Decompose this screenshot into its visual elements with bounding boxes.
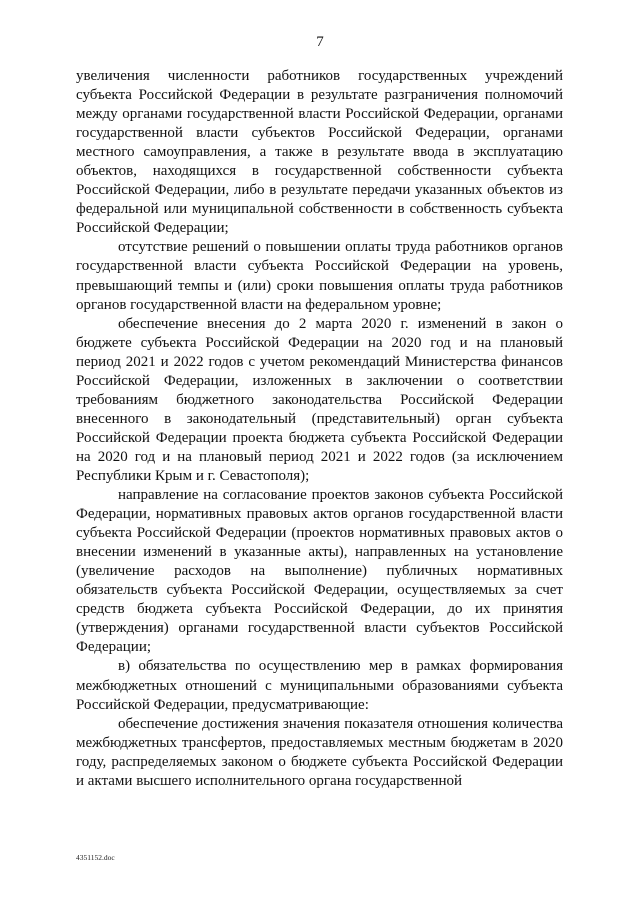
paragraph-subject-employees: увеличения численности работников государственных учреждений субъекта Российской Федерации в результате разграничения полномочий между органами государственной власти Российской Федерации, органами государственной власти субъектов Российской Федерации, органами местного самоуправления, а также в результате ввода в эксплуатацию объектов, находящихся в государственной собственности субъекта Российской Федерации, либо в результате передачи указанных объектов из федеральной или муниципальной собственности в собственность субъекта Российской Федерации; (76, 68, 563, 237)
paragraph-transfers-indicator: обеспечение достижения значения показателя отношения количества межбюджетных трансфертов, предоставляемых местным бюджетам в 2020 году, распределяемых законом о бюджете субъекта Российской Федерации и актами высшего исполнительного органа государственной (76, 715, 563, 789)
paragraph-budget-law-amendments: обеспечение внесения до 2 марта 2020 г. изменений в закон о бюджете субъекта Российской Федерации на 2020 год и на плановый период 2021 и 2022 годов с учетом рекомендаций Министерства финансов Российской Федерации, изложенных в заключении о соответствии требованиям бюджетного законодательства Российской Федерации внесенного в законодательный (представительный) орган субъекта Российской Федерации проекта бюджета субъекта Российской Федерации на 2020 год и на плановый период 2021 и 2022 годов (за исключением Республики Крым и г. Севастополя); (76, 315, 563, 484)
page-number: 7 (316, 34, 324, 50)
document-body (76, 67, 563, 791)
paragraph-draft-laws-approval: направление на согласование проектов законов субъекта Российской Федерации, нормативных правовых актов органов государственной власти субъекта Российской Федерации (проектов нормативных правовых актов о внесении изменений в указанные акты), направленных на установление (увеличение расходов на выполнение) публичных нормативных обязательств субъекта Российской Федерации, осуществляемых за счет средств бюджета субъекта Российской Федерации, до их принятия (утверждения) органами государственной власти субъектов Российской Федерации; (76, 487, 563, 656)
paragraph-interbudget-obligations: в) обязательства по осуществлению мер в рамках формирования межбюджетных отношений с муниципальными образованиями субъекта Российской Федерации, предусматривающие: (76, 658, 563, 713)
paragraph-salary-decisions: отсутствие решений о повышении оплаты труда работников органов государственной власти субъекта Российской Федерации на уровень, превышающий темпы и (или) сроки повышения оплаты труда работников органов государственной власти на федеральном уровне; (76, 239, 563, 313)
footer-filename: 4351152.doc (76, 853, 115, 862)
